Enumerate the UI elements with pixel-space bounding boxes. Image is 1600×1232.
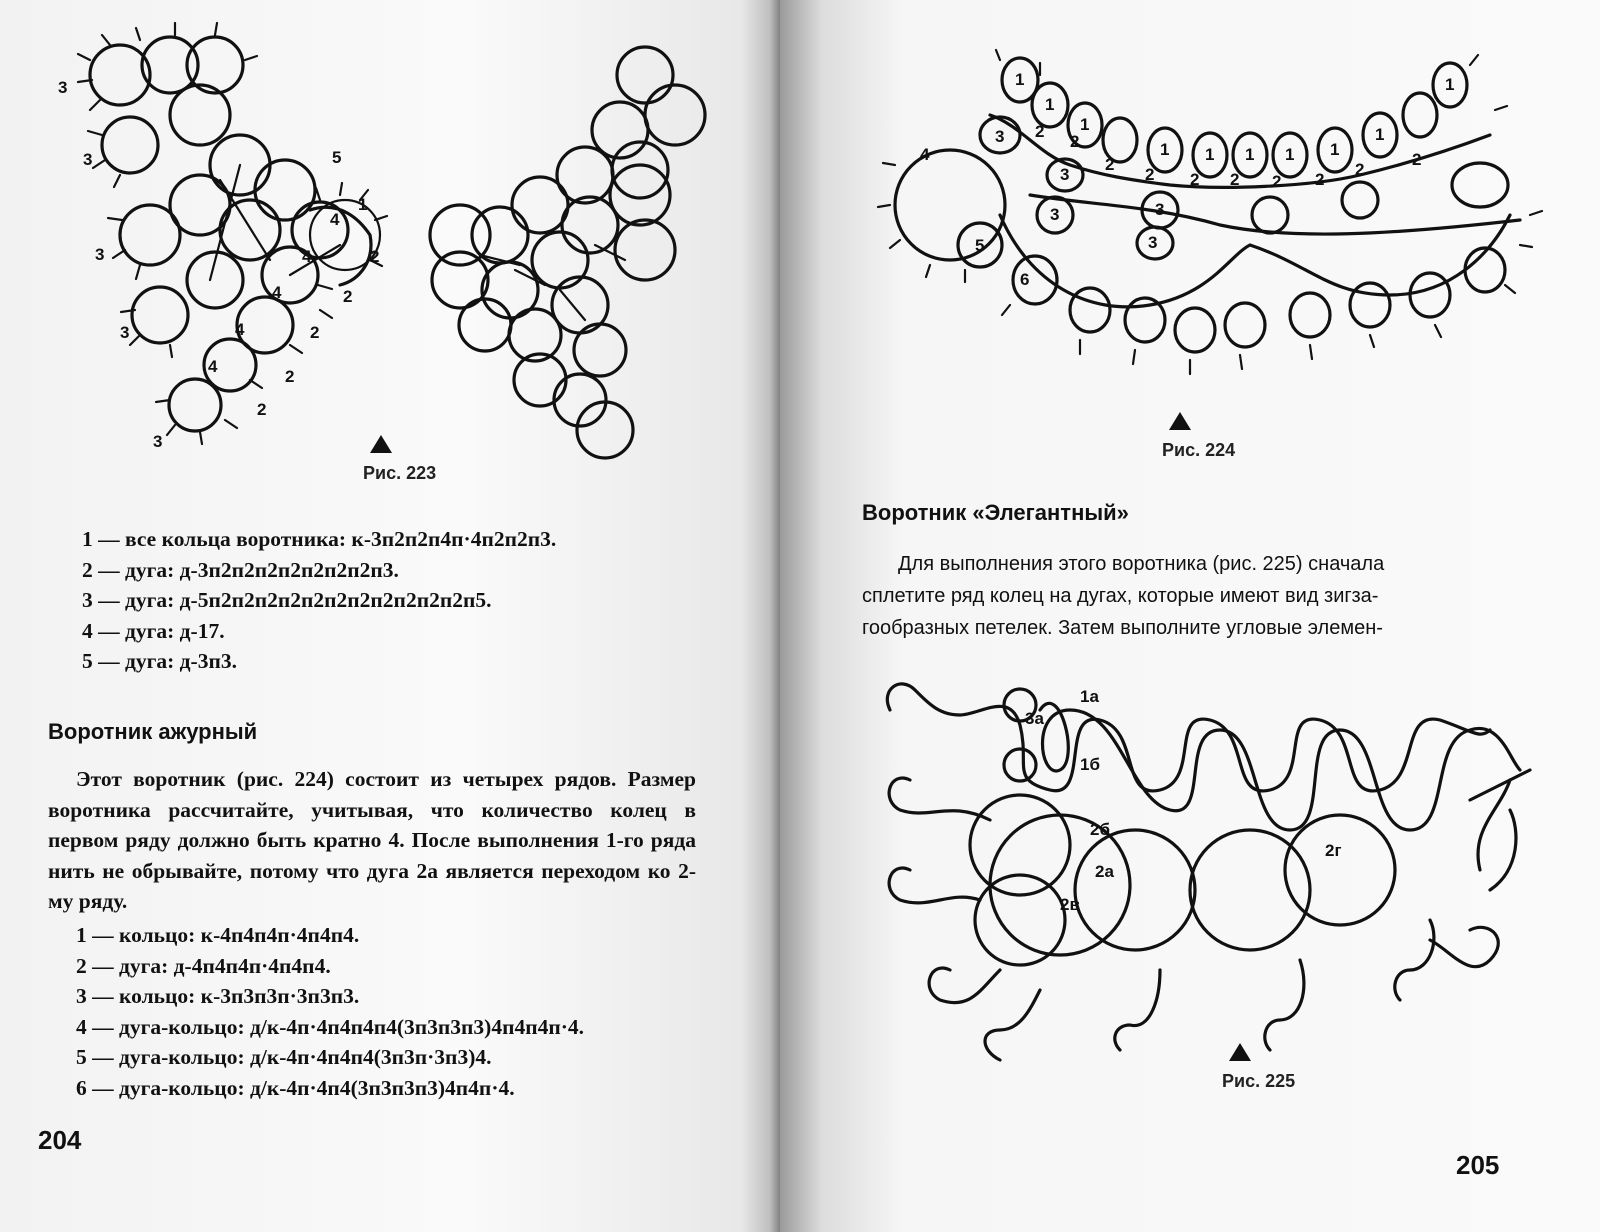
paragraph-elegantny bbox=[862, 548, 1522, 644]
figure-223-left-motif bbox=[78, 23, 387, 444]
label-3: 3 bbox=[1148, 233, 1158, 252]
section-heading-elegantny: Воротник «Элегантный» bbox=[862, 500, 1129, 525]
label-5: 5 bbox=[332, 148, 342, 167]
label-4d: 4 bbox=[235, 320, 245, 339]
label-4c: 4 bbox=[272, 283, 282, 302]
label-2: 2 bbox=[1315, 170, 1325, 189]
label-1: 1 bbox=[1205, 145, 1215, 164]
label-3d: 3 bbox=[120, 323, 130, 342]
label-3a: 3а bbox=[1025, 709, 1044, 728]
label-2c: 2 bbox=[310, 323, 320, 342]
paragraph-azhurny bbox=[48, 764, 696, 917]
label-3e: 3 bbox=[153, 432, 163, 451]
label-2b: 2б bbox=[1090, 820, 1110, 839]
label-2b: 2 bbox=[343, 287, 353, 306]
label-1a: 1а bbox=[1080, 687, 1099, 706]
label-2: 2 bbox=[1230, 170, 1240, 189]
label-2: 2 bbox=[1190, 170, 1200, 189]
paragraph-azhurny-text: Этот воротник (рис. 224) состоит из четырех рядов. Размер воротника рассчитайте, учитывая, что количество колец в первом ряду должно быть кратно 4. После выполнения 1-го ряда нить не обрывайте, потому что дуга 2а является переходом ко 2-му ряду. bbox=[48, 767, 696, 913]
label-1: 1 bbox=[1445, 75, 1455, 94]
label-1: 1 bbox=[358, 195, 368, 214]
label-6: 6 bbox=[1020, 270, 1030, 289]
label-1: 1 bbox=[1245, 145, 1255, 164]
legend-224 bbox=[76, 920, 584, 1103]
label-1: 1 bbox=[1375, 125, 1385, 144]
label-1: 1 bbox=[1080, 115, 1090, 134]
right-page bbox=[780, 0, 1600, 1232]
label-1: 1 bbox=[1285, 145, 1295, 164]
label-2: 2 bbox=[1035, 122, 1045, 141]
label-2a: 2а bbox=[1095, 862, 1114, 881]
label-2a: 2 bbox=[370, 247, 380, 266]
label-3: 3 bbox=[995, 127, 1005, 146]
label-1: 1 bbox=[1015, 70, 1025, 89]
label-2g: 2г bbox=[1325, 841, 1342, 860]
label-2: 2 bbox=[1355, 160, 1365, 179]
figure-224-diagram bbox=[890, 55, 1540, 385]
figure-224-rows bbox=[878, 50, 1542, 374]
legend-224-item: 3 — кольцо: к-3п3п3п·3п3п3. bbox=[76, 984, 360, 1008]
legend-223-item: 4 — дуга: д-17. bbox=[82, 618, 225, 643]
label-3: 3 bbox=[1060, 165, 1070, 184]
label-3c: 3 bbox=[95, 245, 105, 264]
label-3b: 3 bbox=[83, 150, 93, 169]
label-4e: 4 bbox=[208, 357, 218, 376]
label-4b: 4 bbox=[302, 247, 312, 266]
legend-224-item: 5 — дуга-кольцо: д/к-4п·4п4п4(3п3п·3п3)4. bbox=[76, 1045, 492, 1069]
page-number-right: 205 bbox=[1456, 1150, 1500, 1180]
label-1b: 1б bbox=[1080, 755, 1100, 774]
legend-224-item: 2 — дуга: д-4п4п4п·4п4п4. bbox=[76, 953, 331, 978]
label-1: 1 bbox=[1330, 140, 1340, 159]
label-3a: 3 bbox=[58, 78, 68, 97]
legend-224-item: 1 — кольцо: к-4п4п4п·4п4п4. bbox=[76, 923, 360, 947]
paragraph-line: гообразных петелек. Затем выполните угловые элемен- bbox=[862, 617, 1383, 639]
label-2e: 2 bbox=[257, 400, 267, 419]
legend-223 bbox=[82, 524, 556, 677]
paragraph-line: Для выполнения этого воротника (рис. 225) сначала bbox=[898, 553, 1385, 575]
legend-223-item: 1 — все кольца воротника: к-3п2п2п4п·4п2п2п3. bbox=[82, 527, 557, 551]
figure-223-marker-icon bbox=[370, 435, 392, 453]
label-4: 4 bbox=[920, 145, 930, 164]
label-2: 2 bbox=[1105, 155, 1115, 174]
figure-224-caption: Рис. 224 bbox=[1162, 440, 1236, 460]
label-3: 3 bbox=[1050, 205, 1060, 224]
figure-225-caption: Рис. 225 bbox=[1222, 1071, 1296, 1091]
label-2d: 2 bbox=[285, 367, 295, 386]
legend-223-item: 5 — дуга: д-3п3. bbox=[82, 649, 237, 673]
figure-225-zigzag bbox=[887, 684, 1530, 1060]
label-2: 2 bbox=[1070, 132, 1080, 151]
label-3: 3 bbox=[1155, 200, 1165, 219]
legend-223-item: 3 — дуга: д-5п2п2п2п2п2п2п2п2п2п2п2п5. bbox=[82, 588, 492, 612]
figure-224-marker-icon bbox=[1169, 412, 1191, 430]
label-2: 2 bbox=[1145, 165, 1155, 184]
label-5: 5 bbox=[975, 236, 985, 255]
figure-223-right-motif bbox=[430, 47, 705, 458]
legend-224-item: 4 — дуга-кольцо: д/к-4п·4п4п4п4(3п3п3п3)4п4п4п·4. bbox=[76, 1014, 585, 1039]
paragraph-line: сплетите ряд колец на дугах, которые имеют вид зигза- bbox=[862, 585, 1379, 607]
legend-224-item: 6 — дуга-кольцо: д/к-4п·4п4(3п3п3п3)4п4п·4. bbox=[76, 1075, 515, 1100]
figure-225-marker-icon bbox=[1229, 1043, 1251, 1061]
label-1: 1 bbox=[1045, 95, 1055, 114]
page-number-left: 204 bbox=[38, 1125, 82, 1155]
figure-225-diagram bbox=[870, 670, 1530, 1070]
label-2: 2 bbox=[1412, 150, 1422, 169]
figure-223-diagram bbox=[40, 20, 740, 460]
figure-223-caption: Рис. 223 bbox=[363, 463, 437, 483]
section-heading-azhurny: Воротник ажурный bbox=[48, 719, 258, 744]
label-4a: 4 bbox=[330, 210, 340, 229]
legend-223-item: 2 — дуга: д-3п2п2п2п2п2п2п2п3. bbox=[82, 557, 399, 582]
label-2: 2 bbox=[1272, 172, 1282, 191]
left-page bbox=[0, 0, 780, 1232]
label-2v: 2в bbox=[1060, 895, 1080, 914]
label-1: 1 bbox=[1160, 140, 1170, 159]
